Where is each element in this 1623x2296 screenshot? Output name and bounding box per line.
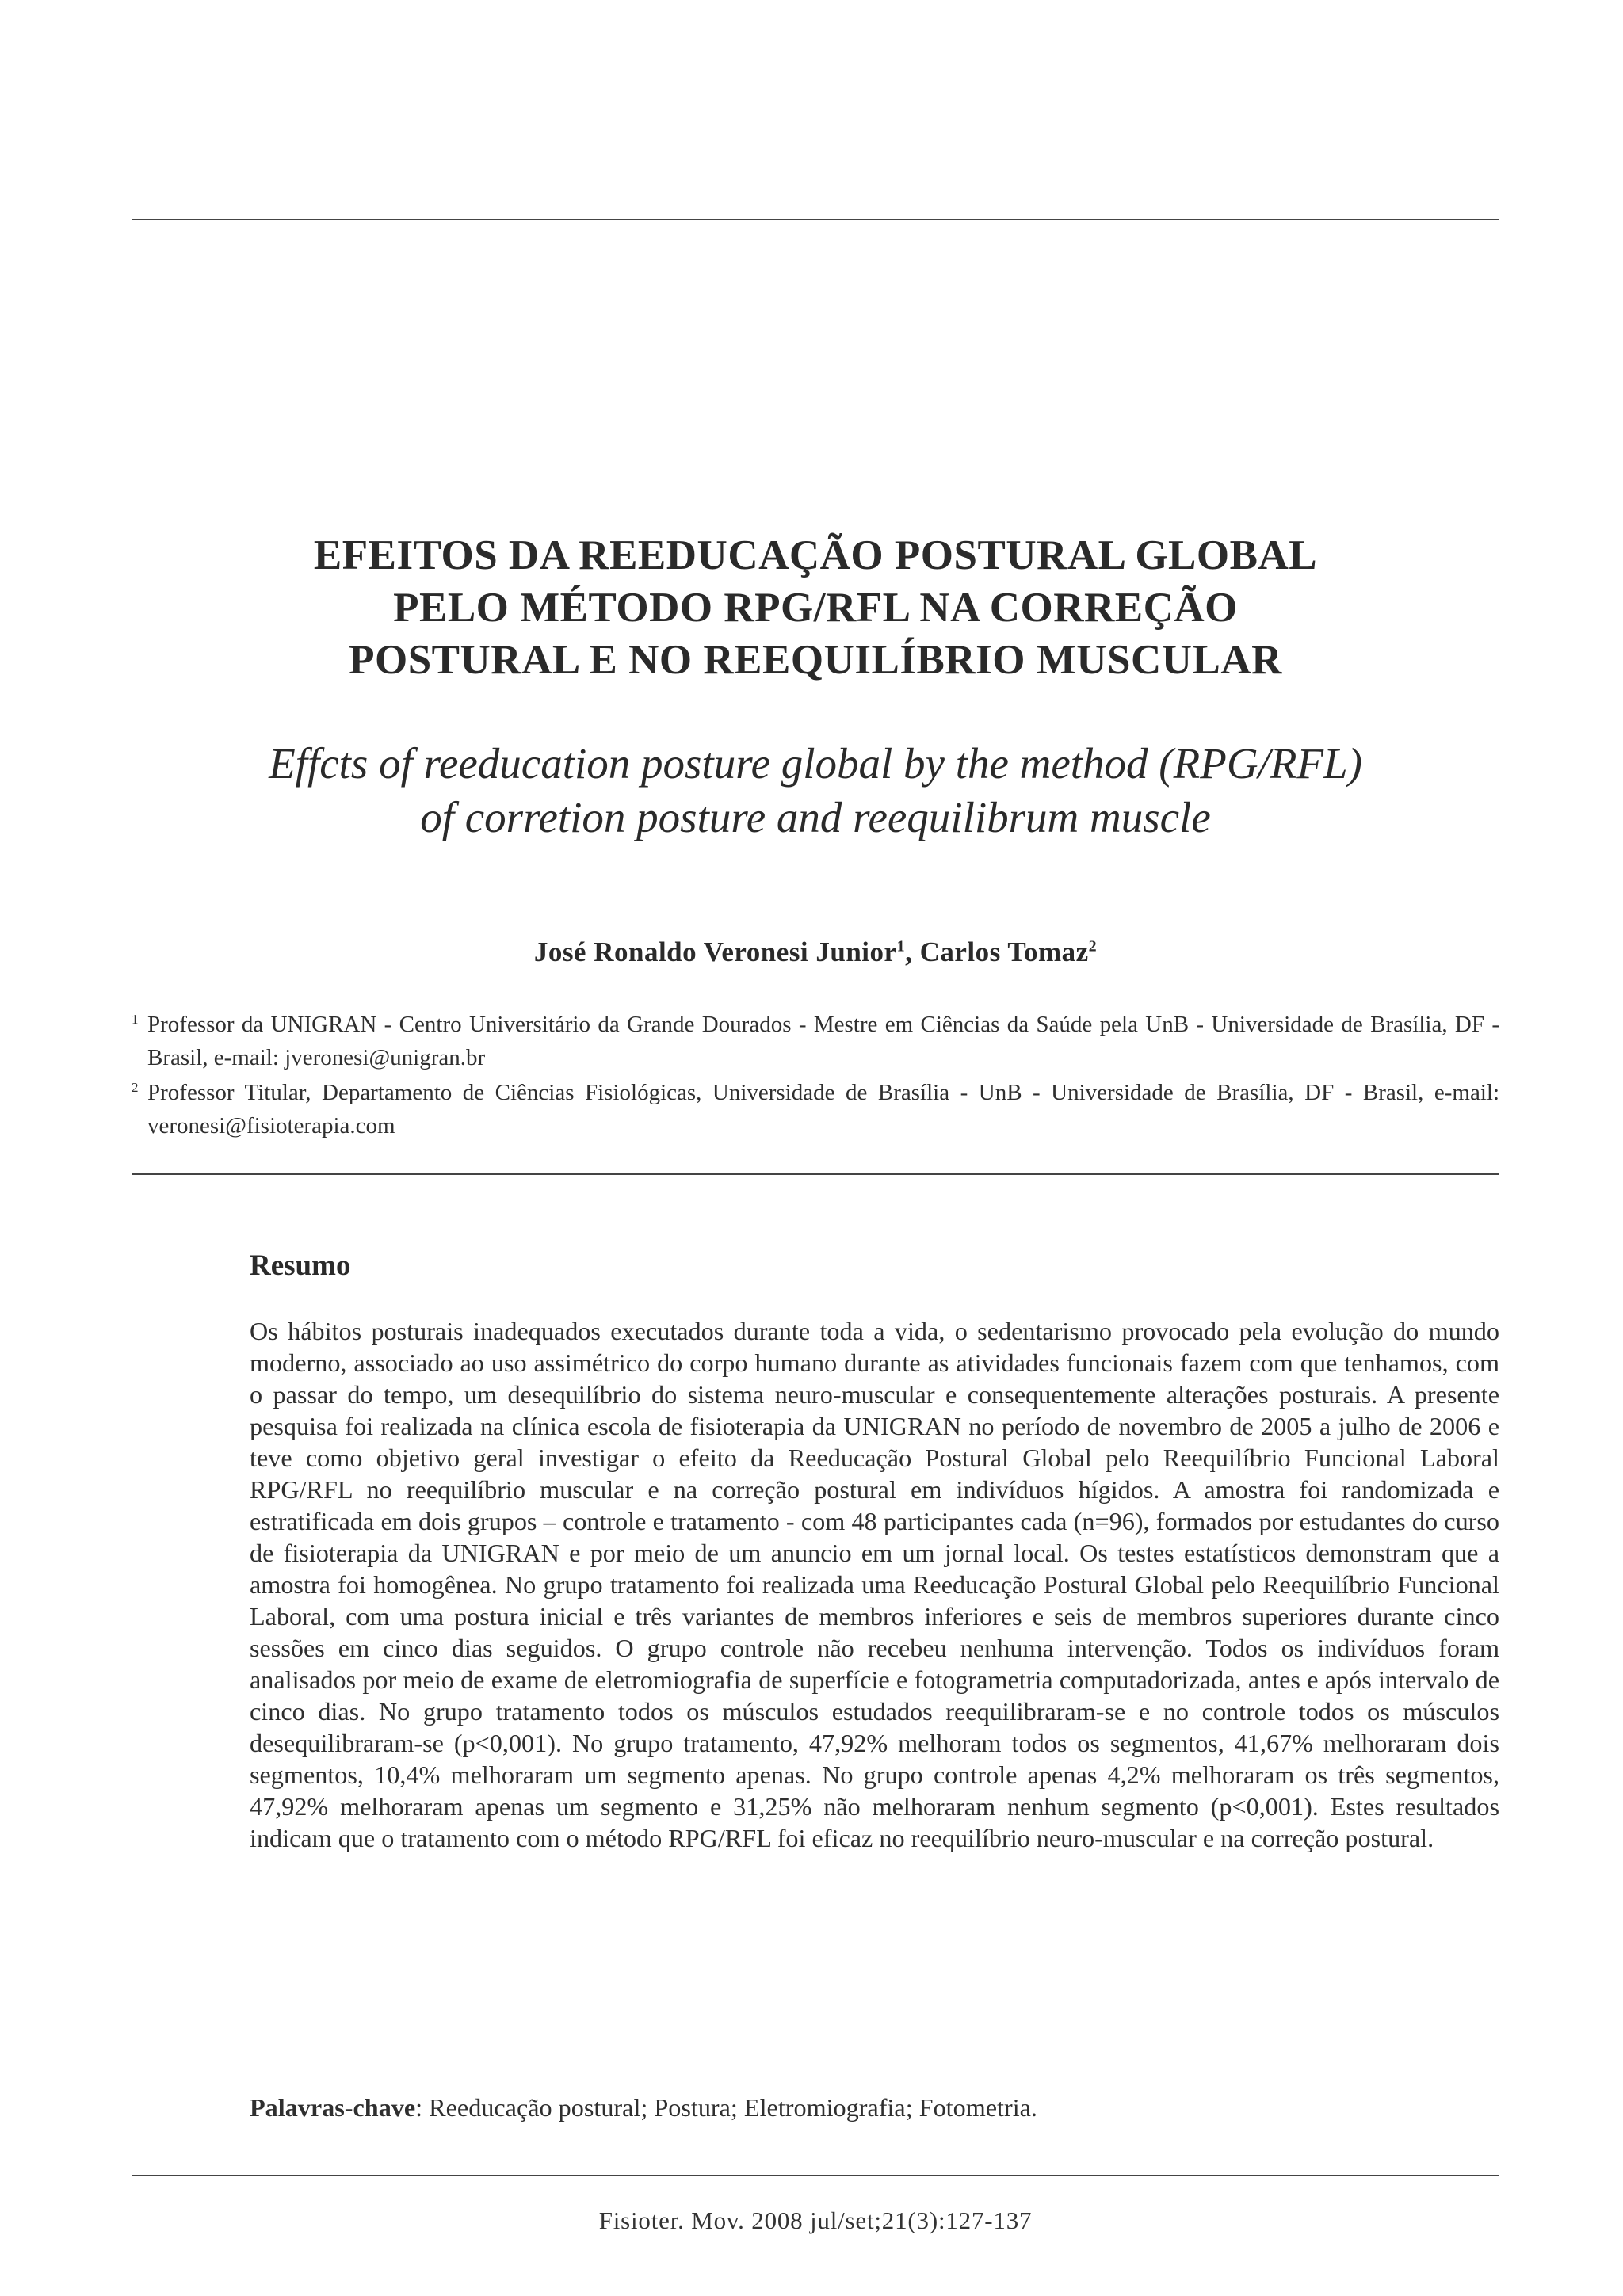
title-line-3: POSTURAL E NO REEQUILÍBRIO MUSCULAR [349,637,1282,683]
keywords-text: Reeducação postural; Postura; Eletromiografia; Fotometria. [429,2093,1037,2122]
affiliation-1-text: Professor da UNIGRAN - Centro Universitário da Grande Dourados - Mestre em Ciências da Saúde pela UnB - Universidade de Brasília, DF - Brasil, e-mail: jveronesi@unigran.br [147,1012,1499,1070]
affiliation-2 [132,1076,1499,1142]
journal-citation: Fisioter. Mov. 2008 jul/set;21(3):127-137 [598,2206,1033,2234]
author-2-affiliation-mark: 2 [1088,937,1098,955]
author-1-affiliation-mark: 1 [896,937,906,955]
affiliation-2-text: Professor Titular, Departamento de Ciências Fisiológicas, Universidade de Brasília - UnB - Universidade de Brasília, DF - Brasil, e-mail: veronesi@fisioterapia.com [147,1080,1499,1138]
abstract-body: Os hábitos posturais inadequados executados durante toda a vida, o sedentarismo provocado pela evolução do mundo moderno, associado ao uso assimétrico do corpo humano durante as atividades funcionais fazem com que tenhamos, com o passar do tempo, um desequilíbrio do sistema neuro-muscular e consequentemente alterações posturais. A presente pesquisa foi realizada na clínica escola de fisioterapia da UNIGRAN no período de novembro de 2005 a julho de 2006 e teve como objetivo geral investigar o efeito da Reeducação Postural Global pelo Reequilíbrio Funcional Laboral RPG/RFL no reequilíbrio muscular e na correção postural em indivíduos hígidos. A amostra foi randomizada e estratificada em dois grupos – controle e tratamento - com 48 participantes cada (n=96), formados por estudantes do curso de fisioterapia da UNIGRAN e por meio de um anuncio em um jornal local. Os testes estatísticos demonstram que a amostra foi homogênea. No grupo tratamento foi realizada uma Reeducação Postural Global pelo Reequilíbrio Funcional Laboral, com uma postura inicial e três variantes de membros inferiores e seis de membros superiores durante cinco sessões em cinco dias seguidos. O grupo controle não recebeu nenhuma intervenção. Todos os indivíduos foram analisados por meio de exame de eletromiografia de superfície e fotogrametria computadorizada, antes e após intervalo de cinco dias. No grupo tratamento todos os músculos estudados reequilibraram-se e no controle todos os músculos desequilibraram-se (p<0,001). No grupo tratamento, 47,92% melhoram todos os segmentos, 41,67% melhoraram dois segmentos, 10,4% melhoraram um segmento apenas. No grupo controle apenas 4,2% melhoraram os três segmentos, 47,92% melhoraram apenas um segmento e 31,25% não melhoraram nenhum segmento (p<0,001). Estes resultados indicam que o tratamento com o método RPG/RFL foi eficaz no reequilíbrio neuro-muscular e na correção postural. [250,1317,1499,1852]
author-name-2: Carlos Tomaz [919,936,1089,967]
section-rule [132,1173,1499,1175]
author-list [132,935,1499,970]
keywords-separator: : [415,2093,430,2122]
abstract-heading: Resumo [250,1249,351,1282]
english-title-line-1: Effcts of reeducation posture global by the method (RPG/RFL) [269,739,1362,788]
author-name-1: José Ronaldo Veronesi Junior [533,936,897,967]
english-title-line-2: of corretion posture and reequilibrum muscle [420,793,1211,841]
affiliation-2-number: 2 [132,1080,139,1095]
title-line-2: PELO MÉTODO RPG/RFL NA CORREÇÃO [393,585,1238,631]
affiliation-1 [132,1008,1499,1074]
keywords [250,2092,1499,2123]
title-line-1: EFEITOS DA REEDUCAÇÃO POSTURAL GLOBAL [313,532,1318,578]
author-separator: , [905,936,920,967]
affiliation-1-number: 1 [132,1012,139,1027]
footer-rule [132,2175,1499,2176]
english-title [132,737,1499,845]
top-rule [132,219,1499,220]
article-title [132,529,1499,686]
keywords-label: Palavras-chave [250,2093,416,2122]
